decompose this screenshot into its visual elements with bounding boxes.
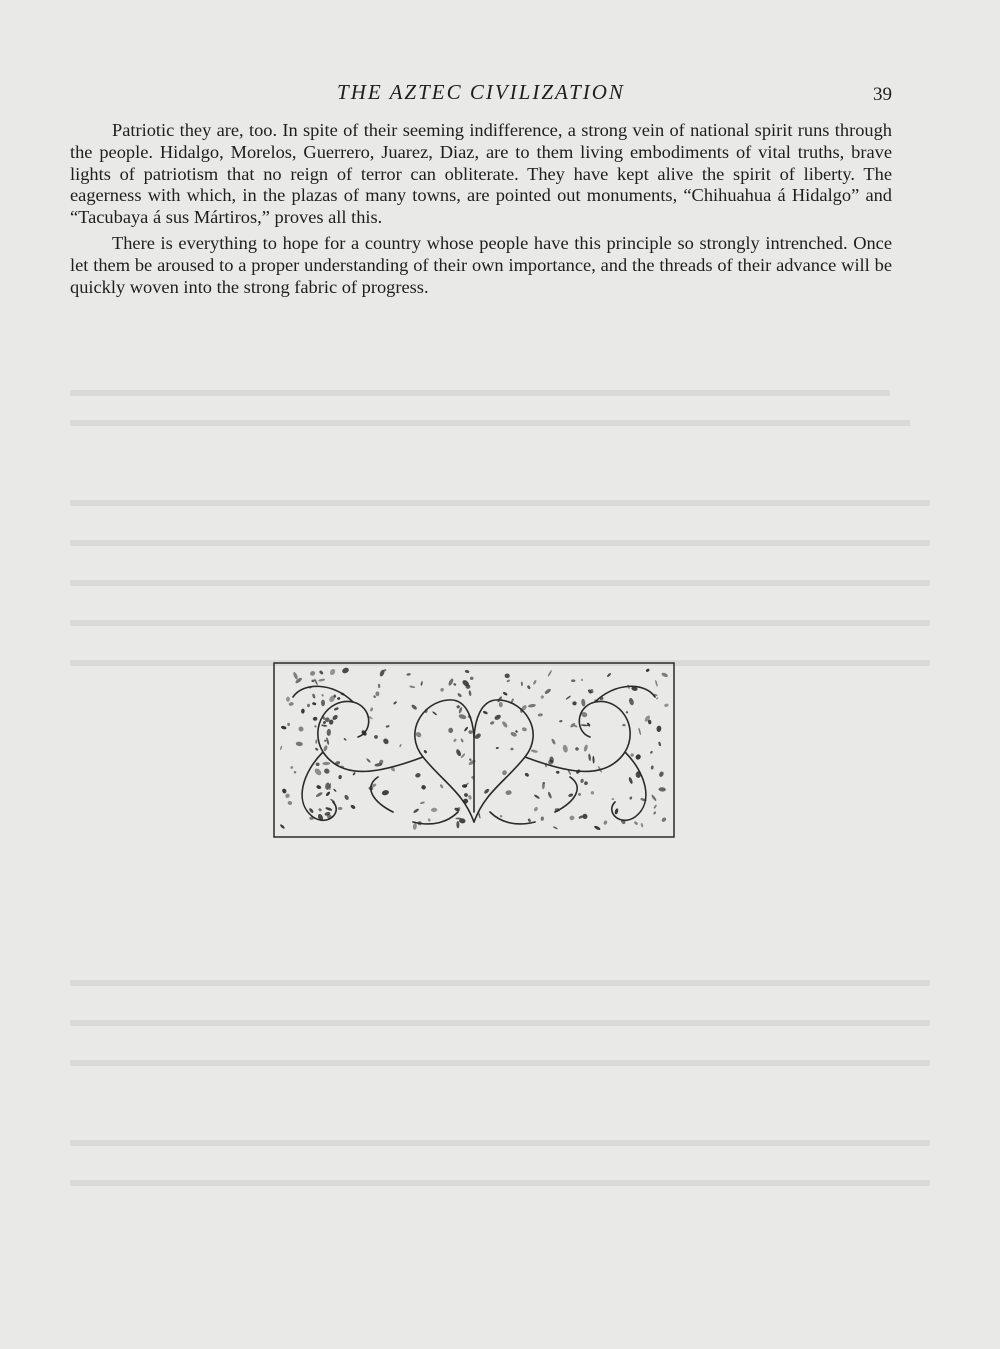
body-text <box>70 120 892 302</box>
running-head <box>70 80 892 108</box>
page-number: 39 <box>873 84 892 105</box>
floral-scroll-ornament-icon <box>273 662 675 838</box>
running-title: THE AZTEC CIVILIZATION <box>337 80 625 104</box>
paragraph-2: There is everything to hope for a country whose people have this principle so strongly intrenched. Once let them be aroused to a proper understanding of their own importance, and the threads of their advance will be quickly woven into the strong fabric of progress. <box>70 232 892 297</box>
paragraph-1: Patriotic they are, too. In spite of their seeming indifference, a strong vein of national spirit runs through the people. Hidalgo, Morelos, Guerrero, Juarez, Diaz, are to them living embodiments of vital truths, brave lights of patriotism that no reign of terror can obliterate. They have kept alive the spirit of liberty. The eagerness with which, in the plazas of many towns, are pointed out monuments, “Chihuahua á Hidalgo” and “Tacubaya á sus Mártiros,” proves all this. <box>70 120 892 228</box>
